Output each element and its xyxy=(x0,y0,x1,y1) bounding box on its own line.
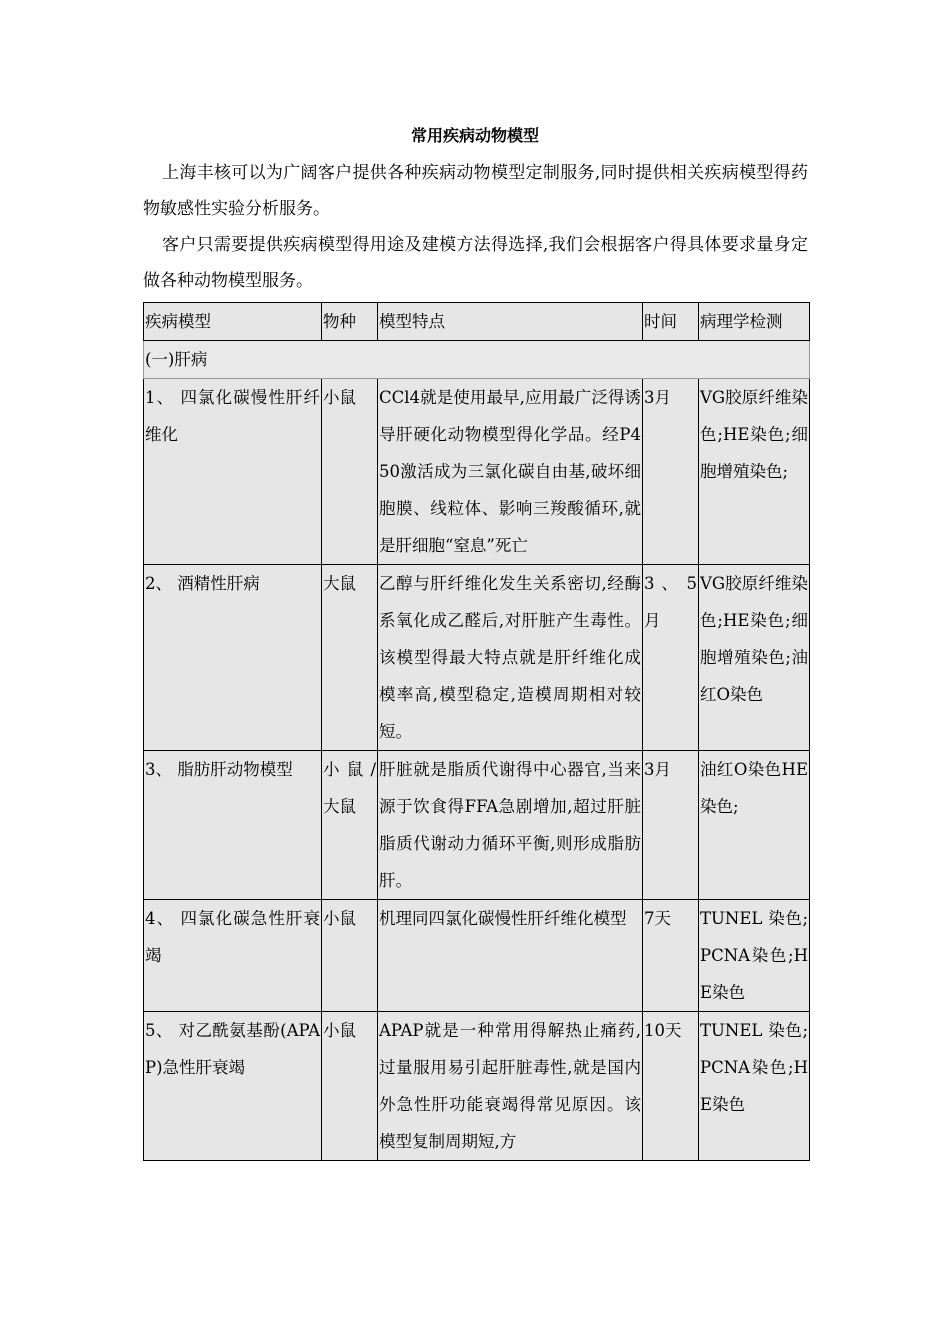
table-row xyxy=(144,565,810,751)
section-liver-disease: (一)肝病 xyxy=(144,341,810,379)
cell-disease-model: 2、 酒精性肝病 xyxy=(144,565,322,751)
table-row xyxy=(144,900,810,1012)
header-disease-model: 疾病模型 xyxy=(144,303,322,341)
header-species: 物种 xyxy=(322,303,378,341)
cell-disease-model: 1、 四氯化碳慢性肝纤维化 xyxy=(144,379,322,565)
cell-species: 大鼠 xyxy=(322,565,378,751)
cell-species: 小鼠 xyxy=(322,1012,378,1161)
header-pathology-test: 病理学检测 xyxy=(699,303,810,341)
table-row xyxy=(144,379,810,565)
table-header-row xyxy=(144,303,810,341)
cell-species: 小鼠 xyxy=(322,900,378,1012)
cell-pathology-test: 油红O染色HE染色; xyxy=(699,751,810,900)
cell-time: 3月 xyxy=(643,751,699,900)
cell-disease-model: 5、 对乙酰氨基酚(APAP)急性肝衰竭 xyxy=(144,1012,322,1161)
cell-time: 7天 xyxy=(643,900,699,1012)
section-row xyxy=(144,341,810,379)
cell-pathology-test: VG胶原纤维染色;HE染色;细胞增殖染色; xyxy=(699,379,810,565)
cell-time: 10天 xyxy=(643,1012,699,1161)
table-row xyxy=(144,751,810,900)
cell-species: 小鼠 xyxy=(322,379,378,565)
cell-model-features: CCl4就是使用最早,应用最广泛得诱导肝硬化动物模型得化学品。经P450激活成为三氯化碳自由基,破坏细胞膜、线粒体、影响三羧酸循环,就是肝细胞“窒息”死亡 xyxy=(378,379,643,565)
document-title: 常用疾病动物模型 xyxy=(410,126,539,145)
cell-model-features: 机理同四氯化碳慢性肝纤维化模型 xyxy=(378,900,643,1012)
intro-paragraph-2: 客户只需要提供疾病模型得用途及建模方法得选择,我们会根据客户得具体要求量身定做各种动物模型服务。 xyxy=(143,235,808,291)
cell-model-features: APAP就是一种常用得解热止痛药,过量服用易引起肝脏毒性,就是国内外急性肝功能衰竭得常见原因。该模型复制周期短,方 xyxy=(378,1012,643,1161)
cell-time: 3 、 5月 xyxy=(643,565,699,751)
cell-pathology-test: VG胶原纤维染色;HE染色;细胞增殖染色;油红O染色 xyxy=(699,565,810,751)
cell-disease-model: 4、 四氯化碳急性肝衰竭 xyxy=(144,900,322,1012)
cell-pathology-test: TUNEL 染色;PCNA染色;HE染色 xyxy=(699,900,810,1012)
intro-paragraph-1: 上海丰核可以为广阔客户提供各种疾病动物模型定制服务,同时提供相关疾病模型得药物敏感性实验分析服务。 xyxy=(143,163,808,219)
header-model-features: 模型特点 xyxy=(378,303,643,341)
cell-model-features: 乙醇与肝纤维化发生关系密切,经酶系氧化成乙醛后,对肝脏产生毒性。该模型得最大特点就是肝纤维化成模率高,模型稳定,造模周期相对较短。 xyxy=(378,565,643,751)
cell-time: 3月 xyxy=(643,379,699,565)
cell-disease-model: 3、 脂肪肝动物模型 xyxy=(144,751,322,900)
cell-species: 小鼠/大鼠 xyxy=(322,751,378,900)
header-time: 时间 xyxy=(643,303,699,341)
disease-model-table xyxy=(143,302,810,1161)
table-row xyxy=(144,1012,810,1161)
cell-model-features: 肝脏就是脂质代谢得中心器官,当来源于饮食得FFA急剧增加,超过肝脏脂质代谢动力循环平衡,则形成脂肪肝。 xyxy=(378,751,643,900)
cell-pathology-test: TUNEL 染色;PCNA染色;HE染色 xyxy=(699,1012,810,1161)
